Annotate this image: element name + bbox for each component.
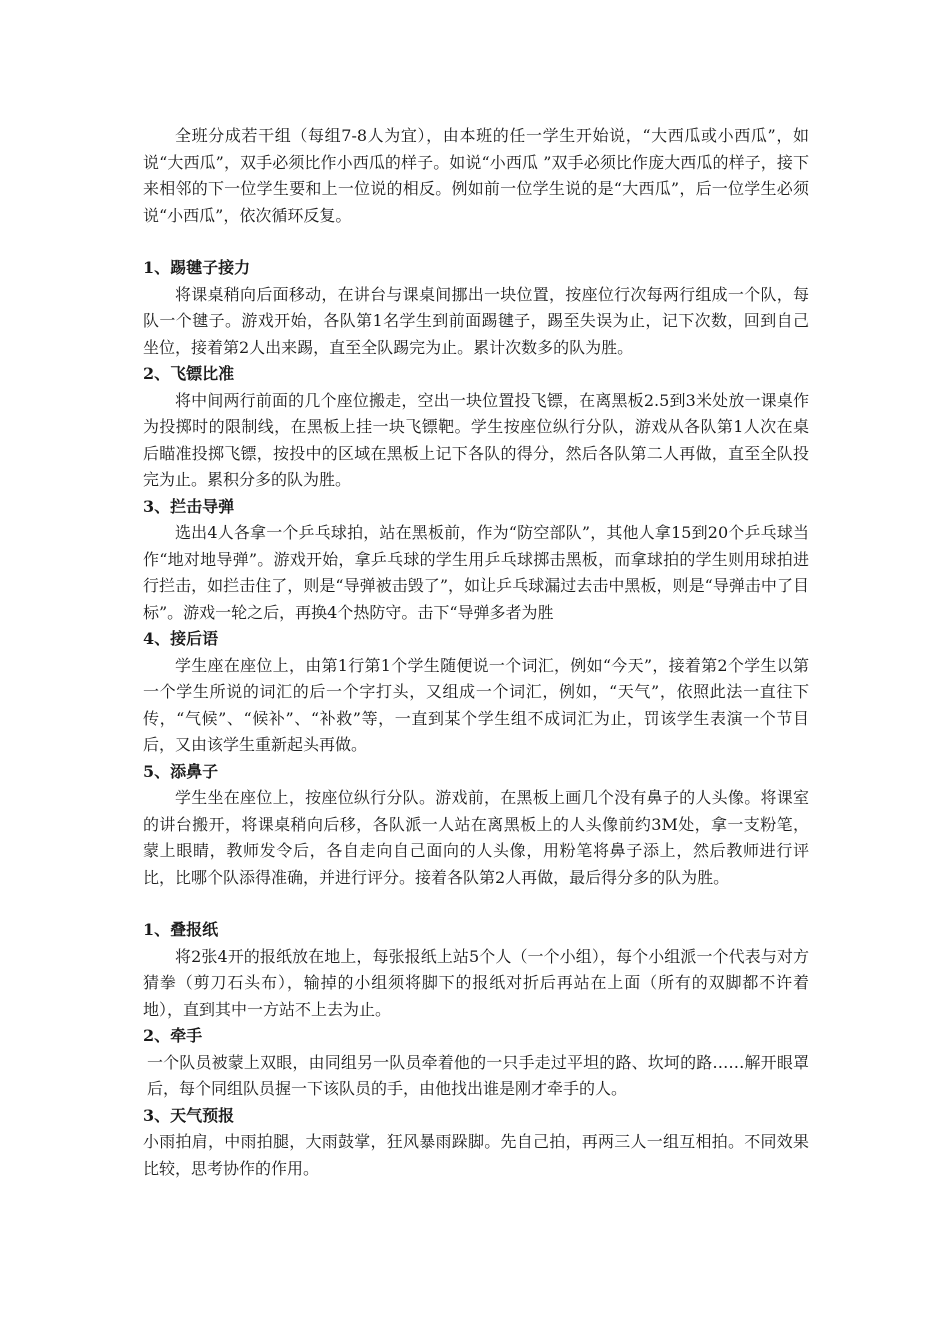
game-description: 将中间两行前面的几个座位搬走，空出一块位置投飞镖，在离黑板2.5到3米处放一课桌作为投掷时的限制线，在黑板上挂一块飞镖靶。学生按座位纵行分队，游戏从各队第1人次在桌后瞄准投掷飞镖，按投中的区域在黑板上记下各队的得分，然后各队第二人再做，直至全队投完为止。累积分多的队为胜。 — [143, 390, 809, 489]
game-item — [143, 917, 809, 1023]
games-section-a — [143, 255, 809, 891]
game-description: 将2张4开的报纸放在地上，每张报纸上站5个人（一个小组），每个小组派一个代表与对方猜拳（剪刀石头布），输掉的小组须将脚下的报纸对折后再站在上面（所有的双脚都不许着地），直到其中一方站不上去为止。 — [143, 946, 809, 1019]
game-title: 3、拦击导弹 — [143, 496, 235, 516]
game-description: 选出4人各拿一个乒乓球拍，站在黑板前，作为“防空部队”，其他人拿15到20个乒乓球当作“地对地导弹”。游戏开始，拿乒乓球的学生用乒乓球掷击黑板，而拿球拍的学生则用球拍进行拦击，如拦击住了，则是“导弹被击毁了”，如让乒乓球漏过去击中黑板，则是“导弹击中了目标”。游戏一轮之后，再换4个热防守。击下“导弹多者为胜 — [143, 523, 809, 622]
game-item — [143, 361, 809, 494]
document-page — [143, 123, 809, 1182]
game-title: 5、添鼻子 — [143, 761, 219, 781]
game-title: 2、牵手 — [143, 1026, 203, 1045]
game-item — [143, 494, 809, 627]
game-description: 小雨拍肩，中雨拍腿，大雨鼓掌，狂风暴雨跺脚。先自己拍，再两三人一组互相拍。不同效果比较，思考协作的作用。 — [143, 1132, 809, 1178]
game-description: 一个队员被蒙上双眼，由同组另一队员牵着他的一只手走过平坦的路、坎坷的路……解开眼罩后，每个同组队员握一下该队员的手，由他找出谁是刚才牵手的人。 — [147, 1052, 809, 1098]
game-title: 1、踢毽子接力 — [143, 258, 251, 277]
games-section-b — [143, 917, 809, 1182]
game-item — [143, 626, 809, 759]
game-item — [143, 1103, 809, 1183]
game-item — [143, 759, 809, 892]
game-item — [143, 255, 809, 361]
game-title: 2、飞镖比准 — [143, 364, 235, 383]
game-item — [143, 1023, 809, 1103]
game-title: 4、接后语 — [143, 629, 219, 648]
game-title: 1、叠报纸 — [143, 920, 219, 939]
game-title: 3、天气预报 — [143, 1105, 235, 1125]
section-gap — [143, 891, 809, 917]
intro-paragraph: 全班分成若干组（每组7-8人为宜），由本班的任一学生开始说，“大西瓜或小西瓜”，如说“大西瓜”，双手必须比作小西瓜的样子。如说“小西瓜 ”双手必须比作庞大西瓜的样子，接下来相邻的下一位学生要和上一位说的相反。例如前一位学生说的是“大西瓜”，后一位学生必须说“小西瓜”，依次循环反复。 — [143, 126, 809, 225]
game-description: 学生坐在座位上，按座位纵行分队。游戏前，在黑板上画几个没有鼻子的人头像。将课室的讲台搬开，将课桌稍向后移，各队派一人站在离黑板上的人头像前约3M处，拿一支粉笔，蒙上眼睛，教师发令后，各自走向自己面向的人头像，用粉笔将鼻子添上，然后教师进行评比，比哪个队添得准确，并进行评分。接着各队第2人再做，最后得分多的队为胜。 — [143, 788, 809, 887]
game-description: 将课桌稍向后面移动，在讲台与课桌间挪出一块位置，按座位行次每两行组成一个队，每队一个毽子。游戏开始，各队第1名学生到前面踢毽子，踢至失误为止，记下次数，回到自己坐位，接着第2人出来踢，直至全队踢完为止。累计次数多的队为胜。 — [143, 284, 809, 357]
section-gap — [143, 229, 809, 255]
game-description: 学生座在座位上，由第1行第1个学生随便说一个词汇，例如“今天”，接着第2个学生以第一个学生所说的词汇的后一个字打头，又组成一个词汇，例如，“天气”，依照此法一直往下传，“气候”、“候补”、“补救”等，一直到某个学生组不成词汇为止，罚该学生表演一个节目后，又由该学生重新起头再做。 — [143, 655, 809, 754]
